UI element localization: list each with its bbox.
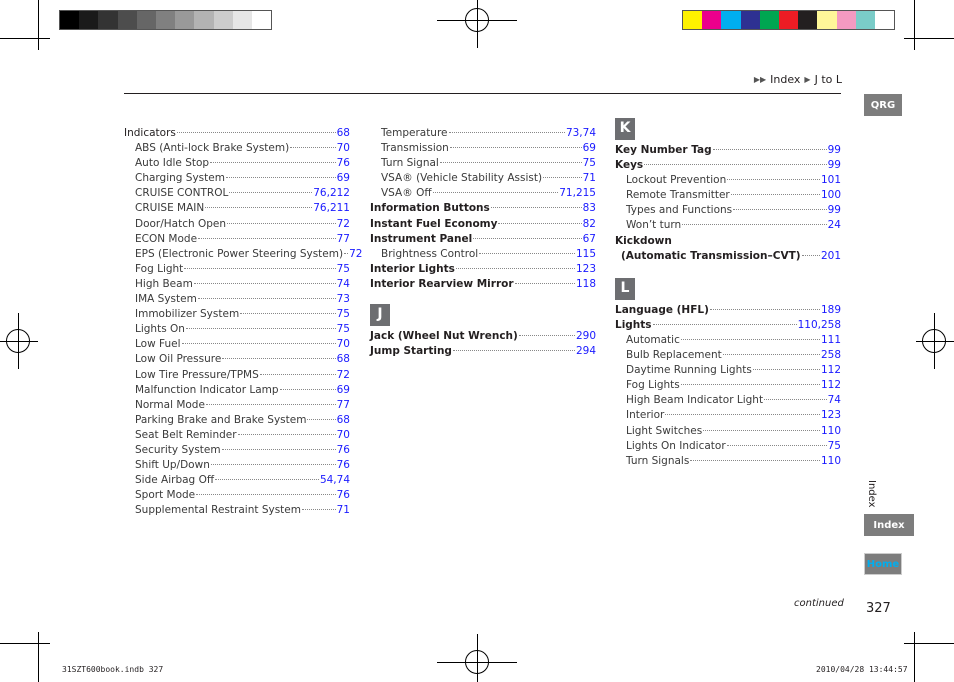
- leader-dots: [681, 384, 820, 385]
- index-term: Parking Brake and Brake System: [135, 413, 307, 426]
- page-link[interactable]: 77: [336, 232, 350, 245]
- page-link[interactable]: 72: [336, 368, 350, 381]
- color-swatch: [760, 11, 779, 29]
- color-swatch: [60, 11, 79, 29]
- index-entry: [370, 247, 596, 262]
- leader-dots: [194, 283, 336, 284]
- index-term: Indicators: [124, 127, 176, 139]
- leader-dots: [682, 224, 826, 225]
- page-link[interactable]: 74: [336, 277, 350, 290]
- index-term: Seat Belt Reminder: [135, 428, 237, 441]
- index-term: Charging System: [135, 172, 225, 185]
- page-link[interactable]: 290: [575, 330, 596, 343]
- color-swatch: [98, 11, 117, 29]
- page-link[interactable]: 111: [820, 333, 841, 346]
- leader-dots: [344, 253, 348, 254]
- leader-dots: [690, 460, 820, 461]
- index-term: (Automatic Transmission–CVT): [621, 249, 801, 262]
- index-entry: [370, 171, 596, 186]
- index-term: Interior Rearview Mirror: [370, 277, 514, 290]
- qrg-tab[interactable]: QRG: [864, 94, 902, 116]
- leader-dots: [456, 268, 575, 269]
- index-entry: [124, 443, 350, 458]
- index-term: Temperature: [381, 127, 448, 139]
- index-entry: [370, 329, 596, 344]
- index-term: Language (HFL): [615, 303, 709, 316]
- page-link[interactable]: 101: [820, 174, 841, 187]
- leader-dots: [240, 313, 335, 314]
- index-term: Jump Starting: [370, 345, 452, 358]
- index-term: Fog Lights: [626, 379, 680, 392]
- leader-dots: [433, 192, 559, 193]
- index-entry: [124, 428, 350, 443]
- index-term: Low Oil Pressure: [135, 353, 222, 366]
- color-swatch: [214, 11, 233, 29]
- index-entry: [615, 348, 841, 363]
- leader-dots: [227, 223, 336, 224]
- crop-mark: [38, 632, 39, 682]
- index-term: Lights On Indicator: [626, 439, 726, 452]
- page-link[interactable]: 75: [336, 262, 350, 275]
- index-entry: [124, 322, 350, 337]
- index-entry: [370, 186, 596, 201]
- leader-dots: [450, 147, 582, 148]
- index-term: Interior Lights: [370, 262, 455, 275]
- color-swatch: [856, 11, 875, 29]
- index-entry: [124, 262, 350, 277]
- index-term: Kickdown: [615, 234, 672, 247]
- leader-dots: [727, 445, 827, 446]
- leader-dots: [198, 238, 336, 239]
- print-timestamp: 2010/04/28 13:44:57: [816, 665, 908, 674]
- color-swatch: [156, 11, 175, 29]
- leader-dots: [519, 335, 575, 336]
- leader-dots: [764, 399, 827, 400]
- index-entry: [615, 454, 841, 469]
- index-term: Transmission: [381, 142, 449, 155]
- index-entry: [124, 217, 350, 232]
- index-entry: [615, 424, 841, 439]
- index-term: CRUISE MAIN: [135, 202, 205, 215]
- index-entry: [124, 141, 350, 156]
- index-term: Sport Mode: [135, 489, 196, 502]
- index-entry: [124, 473, 350, 488]
- index-entry: [615, 173, 841, 188]
- leader-dots: [653, 324, 797, 325]
- index-term: Information Buttons: [370, 202, 490, 215]
- index-entry: [370, 344, 596, 359]
- leader-dots: [727, 179, 820, 180]
- leader-dots: [731, 194, 820, 195]
- index-entry: [615, 303, 841, 318]
- page-number: 327: [866, 601, 891, 616]
- page-link[interactable]: 72: [349, 247, 363, 260]
- page-link[interactable]: 110: [820, 454, 841, 467]
- index-term: Instrument Panel: [370, 232, 473, 245]
- index-term: Types and Functions: [626, 204, 733, 217]
- leader-dots: [196, 494, 335, 495]
- index-entry: [370, 126, 596, 141]
- leader-dots: [186, 328, 336, 329]
- index-term: Keys: [615, 159, 644, 172]
- page-link[interactable]: 112: [820, 364, 841, 377]
- leader-dots: [205, 207, 312, 208]
- page-link[interactable]: 115: [575, 247, 596, 260]
- index-entry: [124, 171, 350, 186]
- index-entry: [370, 232, 596, 247]
- page-link[interactable]: 99: [827, 204, 841, 217]
- page-link[interactable]: 54,74: [319, 474, 350, 487]
- index-term: Bulb Replacement: [626, 349, 722, 362]
- page-link[interactable]: 75: [336, 323, 350, 336]
- index-term: Jack (Wheel Nut Wrench): [370, 330, 518, 343]
- file-info: 31SZT600book.indb 327: [62, 665, 164, 674]
- header-divider: [124, 93, 841, 94]
- page-link[interactable]: 70: [336, 338, 350, 351]
- page-link[interactable]: 123: [575, 262, 596, 275]
- leader-dots: [290, 147, 335, 148]
- index-vertical-label: Index: [866, 480, 877, 508]
- index-term: Auto Idle Stop: [135, 157, 210, 170]
- index-entry: [124, 186, 350, 201]
- home-tab[interactable]: Home: [864, 553, 902, 575]
- index-entry: [124, 337, 350, 352]
- leader-dots: [491, 207, 582, 208]
- index-column-2: [370, 126, 596, 359]
- index-entry: [615, 408, 841, 423]
- leader-dots: [222, 449, 336, 450]
- leader-dots: [515, 283, 575, 284]
- crop-mark: [38, 0, 39, 50]
- index-entry: [615, 378, 841, 393]
- page-link[interactable]: 189: [820, 303, 841, 316]
- color-swatch: [252, 11, 271, 29]
- leader-dots: [280, 389, 336, 390]
- index-entry: [124, 277, 350, 292]
- color-swatch: [683, 11, 702, 29]
- index-term: Light Switches: [626, 424, 703, 437]
- leader-dots: [215, 479, 319, 480]
- page-link[interactable]: 100: [820, 189, 841, 202]
- section-letter-j: J: [370, 304, 390, 326]
- index-term: Malfunction Indicator Lamp: [135, 383, 279, 396]
- page-link[interactable]: 294: [575, 345, 596, 358]
- index-entry: [370, 201, 596, 216]
- color-swatch: [837, 11, 856, 29]
- arrow-icon: ▶: [804, 75, 811, 84]
- color-swatch: [702, 11, 721, 29]
- leader-dots: [733, 209, 826, 210]
- page-link[interactable]: 110,258: [797, 318, 841, 331]
- index-term: Remote Transmitter: [626, 189, 730, 202]
- index-entry: [124, 368, 350, 383]
- page-link[interactable]: 99: [827, 159, 841, 172]
- crop-mark: [0, 643, 50, 644]
- index-entry: [124, 503, 350, 518]
- page-link[interactable]: 99: [827, 144, 841, 156]
- page-link[interactable]: 68: [336, 353, 350, 366]
- page-link[interactable]: 76: [336, 489, 350, 502]
- leader-dots: [184, 268, 335, 269]
- index-entry: [124, 307, 350, 322]
- index-term: VSA® Off: [381, 187, 432, 200]
- leader-dots: [222, 358, 335, 359]
- index-entry: [615, 249, 841, 264]
- index-term: ABS (Anti-lock Brake System): [135, 142, 290, 155]
- leader-dots: [681, 339, 820, 340]
- leader-dots: [229, 192, 312, 193]
- index-entry: [124, 247, 363, 262]
- page-link[interactable]: 112: [820, 379, 841, 392]
- index-term: Automatic: [626, 333, 680, 346]
- index-term: Key Number Tag: [615, 144, 712, 156]
- page-link[interactable]: 71: [336, 504, 350, 517]
- index-term: Interior: [626, 409, 665, 422]
- index-entry: [615, 188, 841, 203]
- leader-dots: [211, 464, 336, 465]
- color-swatch: [137, 11, 156, 29]
- page-link[interactable]: 123: [820, 409, 841, 422]
- index-entry: [124, 232, 350, 247]
- index-term: Won’t turn: [626, 219, 682, 232]
- color-swatch: [875, 11, 894, 29]
- leader-dots: [473, 238, 581, 239]
- index-term: Turn Signals: [626, 454, 690, 467]
- leader-dots: [723, 354, 820, 355]
- index-term: Shift Up/Down: [135, 459, 210, 472]
- crop-mark: [914, 632, 915, 682]
- page-link[interactable]: 82: [582, 217, 596, 230]
- page-link[interactable]: 110: [820, 424, 841, 437]
- index-entry: [370, 262, 596, 277]
- breadcrumb-index[interactable]: Index: [770, 73, 801, 86]
- index-term: Security System: [135, 443, 221, 456]
- leader-dots: [226, 177, 336, 178]
- page-link[interactable]: 69: [336, 383, 350, 396]
- index-tab[interactable]: Index: [864, 514, 914, 536]
- color-swatch: [194, 11, 213, 29]
- index-entry: [615, 203, 841, 218]
- index-column-1: [124, 126, 363, 518]
- page-link[interactable]: 70: [336, 428, 350, 441]
- breadcrumb: [754, 73, 842, 86]
- index-entry: [615, 234, 841, 249]
- page-link[interactable]: 70: [336, 142, 350, 155]
- leader-dots: [665, 414, 820, 415]
- page-link[interactable]: 76: [336, 459, 350, 472]
- page-link[interactable]: 75: [827, 439, 841, 452]
- leader-dots: [453, 350, 575, 351]
- leader-dots: [710, 309, 820, 310]
- page-link[interactable]: 201: [820, 249, 841, 262]
- index-term: Lockout Prevention: [626, 174, 727, 187]
- page-link[interactable]: 118: [575, 277, 596, 290]
- section-letter-k: K: [615, 118, 635, 140]
- page-link[interactable]: 68: [336, 127, 350, 139]
- leader-dots: [210, 162, 336, 163]
- index-term: Low Tire Pressure/TPMS: [135, 368, 259, 381]
- leader-dots: [307, 419, 335, 420]
- page-link[interactable]: 76,211: [313, 202, 350, 215]
- page-link[interactable]: 69: [336, 172, 350, 185]
- index-term: Brightness Control: [381, 247, 479, 260]
- leader-dots: [440, 162, 582, 163]
- page-link[interactable]: 75: [582, 157, 596, 170]
- index-term: Daytime Running Lights: [626, 364, 752, 377]
- index-entry: [124, 398, 350, 413]
- index-term: VSA® (Vehicle Stability Assist): [381, 172, 543, 185]
- page-link[interactable]: 76: [336, 157, 350, 170]
- page-link[interactable]: 73,74: [565, 127, 596, 139]
- index-term: Low Fuel: [135, 338, 181, 351]
- leader-dots: [177, 132, 336, 133]
- index-entry: [615, 143, 841, 158]
- index-entry: [615, 393, 841, 408]
- leader-dots: [543, 177, 582, 178]
- index-entry: [124, 201, 350, 216]
- index-entry: [615, 363, 841, 378]
- index-entry: [615, 318, 841, 333]
- index-entry: [124, 156, 350, 171]
- leader-dots: [238, 434, 336, 435]
- crop-mark: [904, 38, 954, 39]
- crop-mark: [0, 38, 50, 39]
- index-entry: [124, 458, 350, 473]
- index-entry: [124, 488, 350, 503]
- continued-label: continued: [794, 598, 844, 609]
- index-term: ECON Mode: [135, 232, 198, 245]
- section-letter-l: L: [615, 278, 635, 300]
- page-link[interactable]: 68: [336, 413, 350, 426]
- process-color-bar: [682, 10, 895, 30]
- index-entry: [615, 218, 841, 233]
- index-entry: [615, 158, 841, 173]
- color-swatch: [118, 11, 137, 29]
- page-link[interactable]: 24: [827, 219, 841, 232]
- leader-dots: [753, 369, 820, 370]
- crop-mark: [904, 643, 954, 644]
- page-link[interactable]: 69: [582, 142, 596, 155]
- page-link[interactable]: 72: [336, 217, 350, 230]
- leader-dots: [644, 164, 826, 165]
- index-term: Turn Signal: [381, 157, 439, 170]
- index-term: Door/Hatch Open: [135, 217, 227, 230]
- color-swatch: [779, 11, 798, 29]
- page-link[interactable]: 77: [336, 398, 350, 411]
- leader-dots: [479, 253, 575, 254]
- index-entry: [370, 217, 596, 232]
- index-term: High Beam: [135, 277, 193, 290]
- leader-dots: [260, 374, 336, 375]
- page-link[interactable]: 67: [582, 232, 596, 245]
- index-term: EPS (Electronic Power Steering System): [135, 247, 344, 260]
- breadcrumb-range: J to L: [814, 73, 842, 86]
- index-entry: [124, 413, 350, 428]
- index-entry: [124, 292, 350, 307]
- leader-dots: [182, 343, 336, 344]
- page-link[interactable]: 71,215: [559, 187, 596, 200]
- index-entry: [370, 277, 596, 292]
- color-swatch: [233, 11, 252, 29]
- index-entry: [370, 141, 596, 156]
- page-link[interactable]: 73: [336, 293, 350, 306]
- leader-dots: [198, 298, 336, 299]
- leader-dots: [449, 132, 565, 133]
- index-term: Immobilizer System: [135, 308, 240, 321]
- index-entry: [124, 383, 350, 398]
- index-term: High Beam Indicator Light: [626, 394, 764, 407]
- page-link[interactable]: 74: [827, 394, 841, 407]
- page-link[interactable]: 75: [336, 308, 350, 321]
- color-swatch: [741, 11, 760, 29]
- grayscale-color-bar: [59, 10, 272, 30]
- color-swatch: [79, 11, 98, 29]
- color-swatch: [798, 11, 817, 29]
- index-entry: [615, 439, 841, 454]
- index-entry: [370, 156, 596, 171]
- color-swatch: [817, 11, 836, 29]
- leader-dots: [302, 509, 336, 510]
- index-term: Lights: [615, 318, 652, 331]
- index-term: IMA System: [135, 293, 197, 306]
- page-link[interactable]: 258: [820, 349, 841, 362]
- page-link[interactable]: 83: [582, 202, 596, 215]
- page-link[interactable]: 76,212: [313, 187, 350, 200]
- color-swatch: [175, 11, 194, 29]
- double-arrow-icon: ▶▶: [753, 75, 767, 84]
- leader-dots: [713, 149, 827, 150]
- index-term: Lights On: [135, 323, 185, 336]
- page-link[interactable]: 76: [336, 443, 350, 456]
- index-column-3: [615, 118, 841, 469]
- index-entry: [124, 352, 350, 367]
- index-term: Side Airbag Off: [135, 474, 215, 487]
- index-term: Supplemental Restraint System: [135, 504, 301, 517]
- index-term: Fog Light: [135, 262, 184, 275]
- crop-mark: [914, 0, 915, 50]
- index-term: Instant Fuel Economy: [370, 217, 498, 230]
- color-swatch: [721, 11, 740, 29]
- index-term: CRUISE CONTROL: [135, 187, 229, 200]
- leader-dots: [498, 223, 581, 224]
- index-entry: [615, 333, 841, 348]
- page-link[interactable]: 71: [582, 172, 596, 185]
- leader-dots: [703, 430, 820, 431]
- index-term: Normal Mode: [135, 398, 205, 411]
- index-entry: [124, 126, 350, 141]
- leader-dots: [206, 404, 336, 405]
